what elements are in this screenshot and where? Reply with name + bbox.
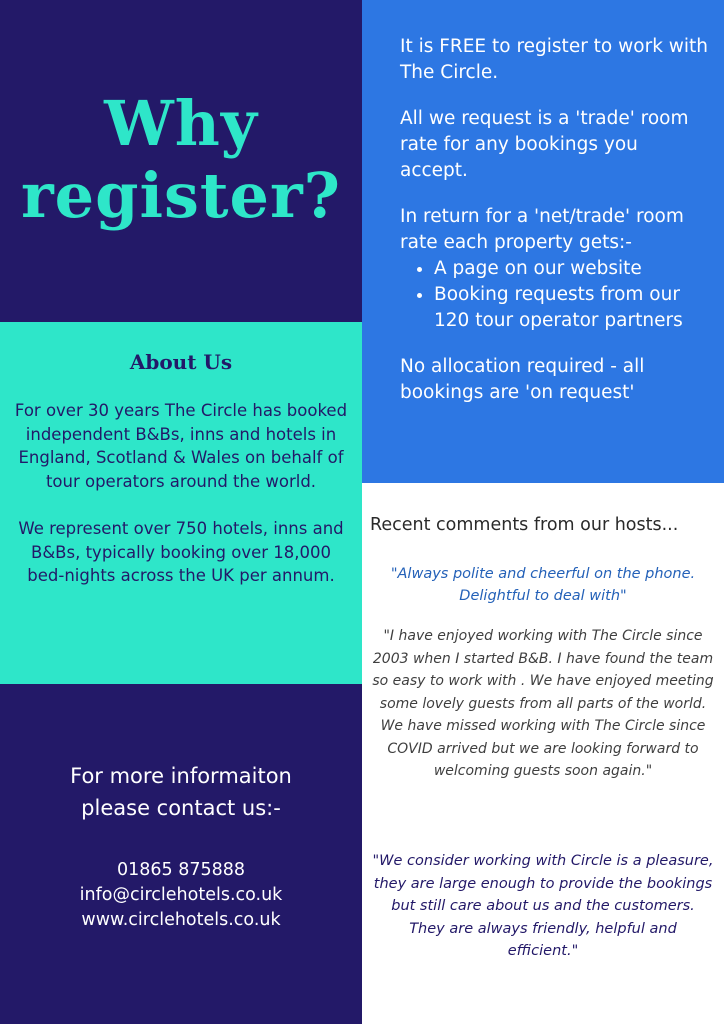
contact-heading-line-2: please contact us:- [81, 796, 281, 820]
contact-panel [0, 684, 362, 1024]
email-address: info@circlehotels.co.uk [79, 885, 283, 905]
free-text: It is FREE to register to work with The Circle. [400, 36, 709, 83]
testimonial-quote: "I have enjoyed working with The Circle since 2003 when I started B&B. I have found the team so easy to work with . We have enjoyed meeting some lovely guests from all parts of the world. We have missed working with The Circle since COVID arrived but we are looking forward to welcoming guests soon again." [372, 628, 714, 779]
title-line-2: register? [21, 159, 341, 232]
testimonial-quote: "Always polite and cheerful on the phone. Delightful to deal with" [390, 566, 696, 604]
about-text [14, 399, 348, 612]
page-title [0, 88, 362, 232]
request-text: All we request is a 'trade' room rate for any bookings you accept. [400, 108, 689, 181]
about-paragraph-2: We represent over 750 hotels, inns and B&Bs, typically booking over 18,000 bed-nights across the UK per annum. [18, 519, 344, 585]
about-paragraph-1: For over 30 years The Circle has booked independent B&Bs, inns and hotels in England, Scotland & Wales on behalf of tour operators around the world. [14, 401, 348, 491]
title-line-1: Why [104, 87, 258, 160]
allocation-text: No allocation required - all bookings are 'on request' [400, 356, 645, 403]
testimonial-quote: "We consider working with Circle is a pleasure, they are large enough to provide the bookings but still care about us and the customers. They are always friendly, helpful and efficient." [372, 853, 714, 959]
benefits-list [400, 256, 710, 334]
website-address: www.circlehotels.co.uk [81, 910, 281, 930]
contact-details [0, 858, 362, 933]
contact-heading [0, 760, 362, 824]
comments-heading: Recent comments from our hosts... [370, 515, 679, 535]
contact-heading-line-1: For more informaiton [70, 764, 292, 788]
registration-info [400, 34, 710, 426]
benefit-item: • A page on our website [434, 256, 710, 282]
benefit-item: • Booking requests from our 120 tour operator partners [434, 282, 710, 334]
phone-number: 01865 875888 [116, 860, 246, 880]
about-heading: About Us [129, 350, 233, 374]
return-text: In return for a 'net/trade' room rate each property gets:- [400, 206, 684, 253]
